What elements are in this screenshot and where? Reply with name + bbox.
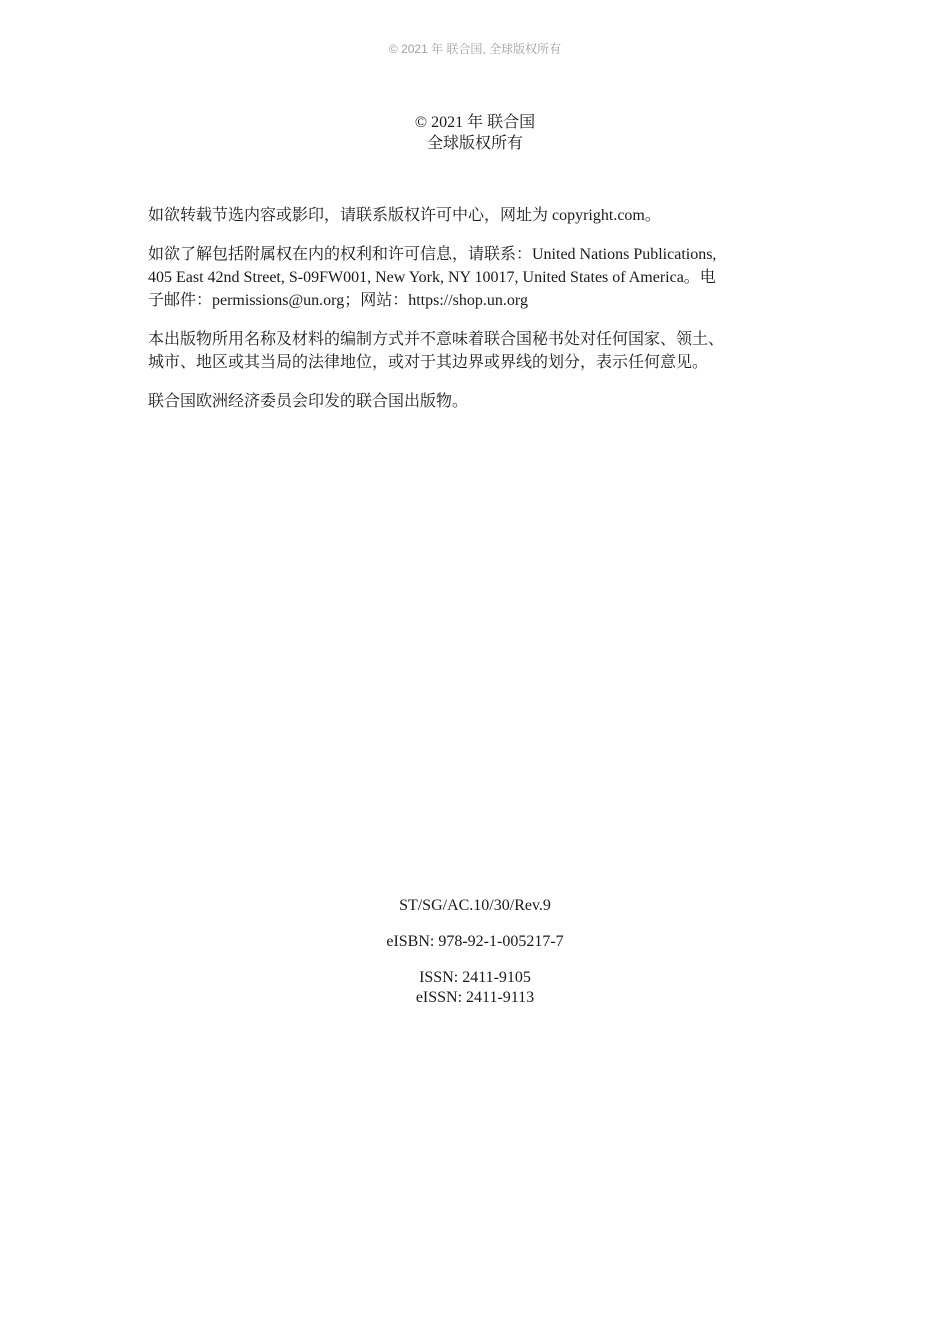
running-header: © 2021 年 联合国, 全球版权所有: [388, 42, 562, 56]
copyright-line: © 2021 年 联合国: [414, 114, 536, 131]
publisher-paragraph: 联合国欧洲经济委员会印发的联合国出版物。: [148, 393, 469, 410]
rights-line: 子邮件：permissions@un.org；网站：https://shop.un.org: [148, 292, 528, 309]
issn: ISSN: 2411-9105: [419, 969, 531, 986]
eissn: eISSN: 2411-9113: [415, 989, 535, 1006]
rights-permissions-paragraph: [148, 243, 798, 312]
rights-line: 如欲了解包括附属权在内的权利和许可信息，请联系：United Nations Publications,: [148, 246, 717, 263]
publication-identifiers: [0, 896, 950, 1008]
eisbn: eISBN: 978-92-1-005217-7: [386, 933, 564, 950]
disclaimer-line: 本出版物所用名称及材料的编制方式并不意味着联合国秘书处对任何国家、领土、: [148, 331, 725, 348]
document-symbol: ST/SG/AC.10/30/Rev.9: [399, 897, 551, 914]
disclaimer-line: 城市、地区或其当局的法律地位，或对于其边界或界线的划分，表示任何意见。: [148, 354, 709, 371]
rights-reserved-line: 全球版权所有: [426, 135, 523, 152]
rights-line: 405 East 42nd Street, S-09FW001, New York, NY 10017, United States of America。电: [148, 269, 716, 286]
legal-text: [148, 204, 798, 429]
disclaimer-paragraph: [148, 328, 798, 374]
reproduction-paragraph: 如欲转载节选内容或影印，请联系版权许可中心，网址为 copyright.com。: [148, 207, 661, 224]
copyright-notice: [0, 112, 950, 154]
